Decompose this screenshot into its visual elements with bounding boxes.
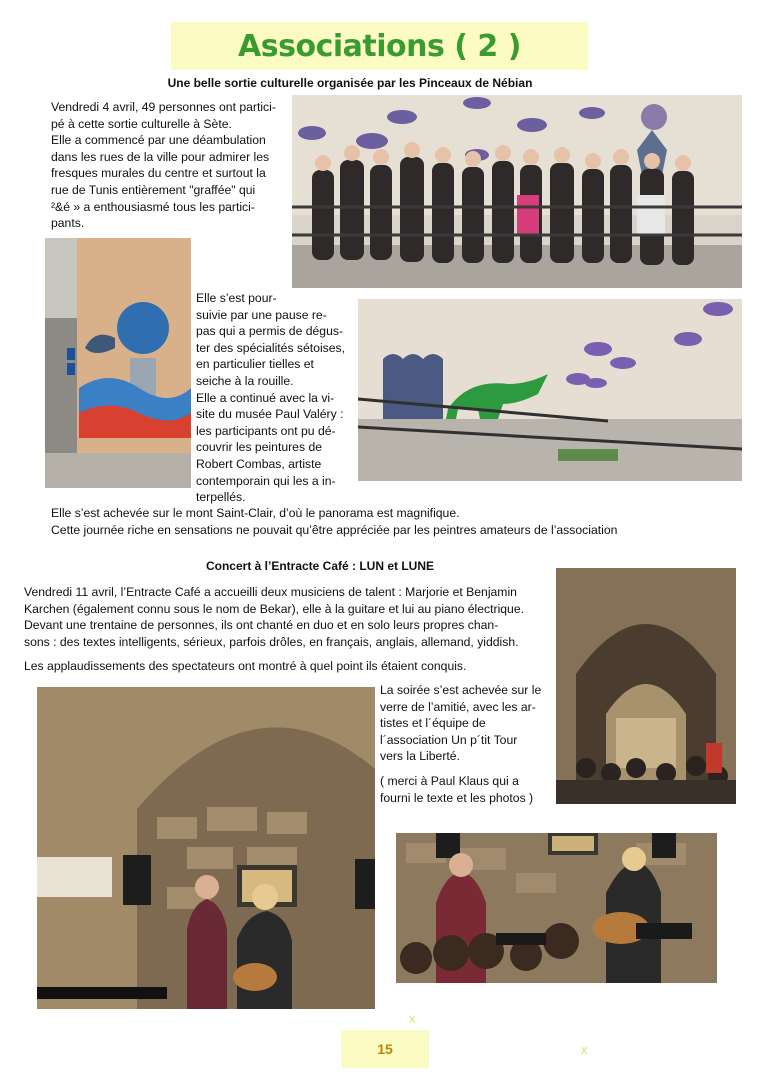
text-line: suivie par une pause re-	[196, 307, 327, 322]
text-line: site du musée Paul Valéry :	[196, 407, 344, 422]
page-title: Associations ( 2 )	[238, 28, 521, 64]
text-line: sons : des textes intelligents, sérieux, parfois drôles, en français, anglais, allemand, yiddish.	[24, 634, 519, 649]
street-mural-photo	[45, 238, 191, 488]
article2-closing	[380, 682, 555, 765]
text-line: tistes et l´équipe de	[380, 716, 486, 731]
text-line: ( merci à Paul Klaus qui a	[380, 774, 519, 788]
text-line: les participants ont pu dé-	[196, 423, 336, 438]
text-line: Elle a continué avec la vi-	[196, 390, 335, 405]
article1-heading: Une belle sortie culturelle organisée par les Pinceaux de Nébian	[167, 76, 533, 90]
duo-stage-photo	[37, 687, 375, 1009]
article1-body	[196, 290, 358, 506]
text-line: l´association Un p´tit Tour	[380, 732, 518, 747]
article2-applause: Les applaudissements des spectateurs ont montré à quel point ils étaient conquis.	[24, 659, 467, 673]
text-line: fresques murales du centre et surtout la	[51, 166, 266, 181]
text-line: Cette journée riche en sensations ne pouvait qu’être appréciée par les peintres amateurs de l’association	[51, 522, 618, 537]
text-line: Elle s’est achevée sur le mont Saint-Clair, d’où le panorama est magnifique.	[51, 506, 460, 520]
dinosaur-mural-photo	[358, 299, 742, 481]
text-line: Vendredi 11 avril, l’Entracte Café a accueilli deux musiciens de talent : Marjorie et Benjamin	[24, 585, 517, 599]
text-line: terpellés.	[196, 490, 246, 505]
text-line: couvrir les peintures de	[196, 440, 322, 455]
article2-intro	[24, 584, 554, 650]
group-photo-mural	[292, 95, 742, 288]
page-title-box	[171, 22, 588, 70]
text-line: pé à cette sortie culturelle à Sète.	[51, 116, 232, 131]
text-line: rue de Tunis entièrement "graffée" qui	[51, 182, 256, 197]
text-line: Devant une trentaine de personnes, ils ont chanté en duo et en solo leurs propres chan-	[24, 618, 499, 633]
text-line: dans les rues de la ville pour admirer les	[51, 149, 270, 164]
text-line: Robert Combas, artiste	[196, 456, 322, 471]
article1-intro	[51, 99, 291, 232]
text-line: ter des spécialités sétoises,	[196, 340, 346, 355]
text-line: vers la Liberté.	[380, 749, 460, 764]
text-line: Elle a commencé par une déambulation	[51, 133, 266, 148]
performers-audience-photo	[396, 833, 717, 983]
text-line: Vendredi 4 avril, 49 personnes ont partici-	[51, 100, 276, 114]
text-line: contemporain qui les a in-	[196, 473, 336, 488]
cellar-concert-photo	[556, 568, 736, 804]
text-line: verre de l’amitié, avec les ar-	[380, 699, 536, 714]
article1-closing	[51, 505, 751, 538]
text-line: fourni le texte et les photos )	[380, 790, 534, 805]
photo-credit	[380, 773, 555, 806]
footer-marker-2: x	[581, 1042, 588, 1057]
text-line: seiche à la rouille.	[196, 373, 294, 388]
page-number-box	[341, 1030, 429, 1068]
text-line: ²&é » a enthousiasmé tous les partici-	[51, 199, 255, 214]
footer-marker-1: x	[409, 1011, 416, 1026]
text-line: pants.	[51, 216, 85, 231]
article2-heading: Concert à l’Entracte Café : LUN et LUNE	[205, 559, 435, 573]
text-line: La soirée s’est achevée sur le	[380, 683, 542, 697]
text-line: en particulier tielles et	[196, 357, 314, 372]
text-line: pas qui a permis de dégus-	[196, 324, 344, 339]
page-number: 15	[377, 1041, 393, 1057]
text-line: Karchen (également connu sous le nom de Bekar), elle à la guitare et lui au piano électrique.	[24, 601, 524, 616]
text-line: Elle s’est pour-	[196, 291, 277, 305]
